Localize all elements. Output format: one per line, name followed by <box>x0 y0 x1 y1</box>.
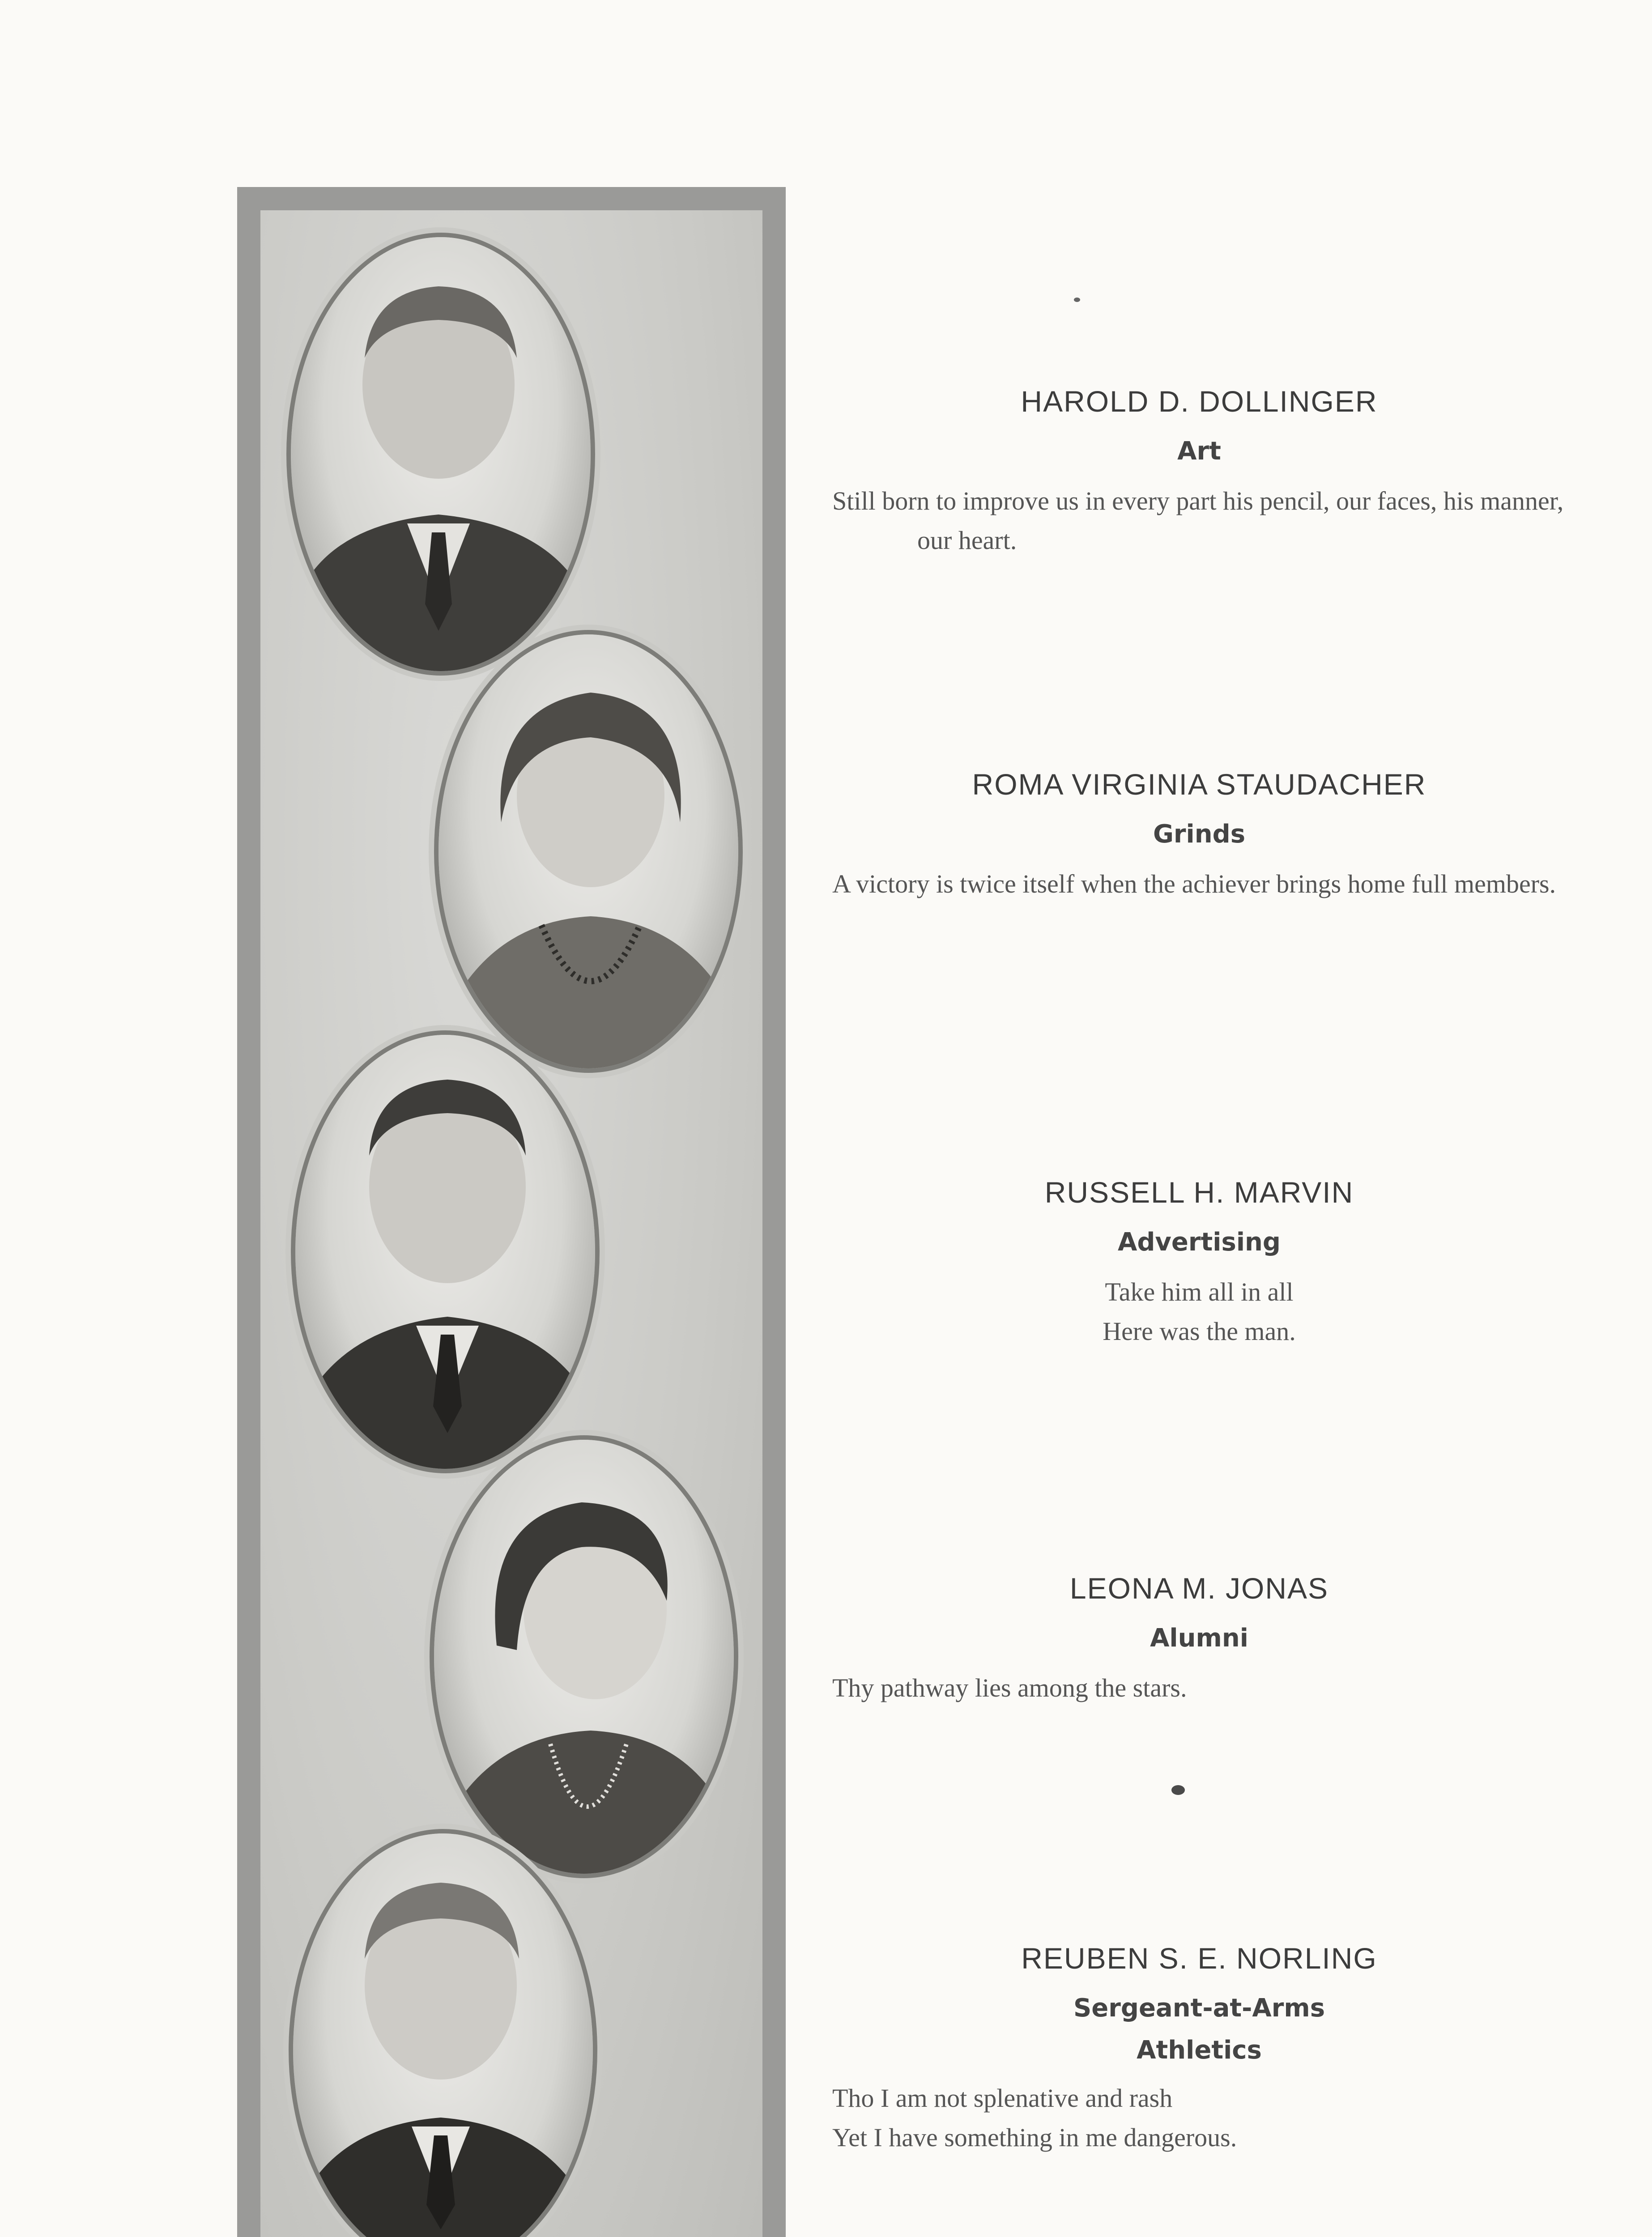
paper-speck <box>1074 298 1080 302</box>
entry-russell-marvin <box>832 1172 1566 1351</box>
entry-name: RUSSELL H. MARVIN <box>1044 1176 1354 1209</box>
portrait-russell-marvin <box>295 1035 595 1469</box>
entry-quote-line: Here was the man. <box>1103 1317 1296 1346</box>
entry-name: REUBEN S. E. NORLING <box>1021 1942 1377 1975</box>
entry-role: Athletics <box>1137 2036 1262 2065</box>
entry-quote-line: Yet I have something in me dangerous. <box>832 2123 1237 2152</box>
portrait-male-icon <box>295 1035 595 1469</box>
entry-quote <box>832 2079 1566 2157</box>
portrait-leona-jonas <box>434 1440 734 1874</box>
portrait-male-icon <box>291 237 591 671</box>
entry-role: Grinds <box>1153 820 1246 849</box>
entry-reuben-norling <box>832 1938 1566 2157</box>
entry-quote: Still born to improve us in every part his pencil, our faces, his manner, our heart. <box>832 486 1564 555</box>
entry-name: LEONA M. JONAS <box>1069 1572 1329 1605</box>
portrait-reuben-norling <box>293 1833 593 2237</box>
entry-harold-dollinger <box>832 381 1566 560</box>
portrait-female-icon <box>434 1440 734 1874</box>
portrait-female-icon <box>439 634 738 1068</box>
entry-role: Alumni <box>1150 1624 1248 1653</box>
photo-strip <box>237 187 786 2237</box>
entry-name: ROMA VIRGINIA STAUDACHER <box>972 768 1426 801</box>
entry-role: Art <box>1177 437 1221 466</box>
entry-leona-jonas <box>832 1568 1566 1708</box>
entry-roma-staudacher <box>832 764 1566 904</box>
portrait-roma-staudacher <box>439 634 738 1068</box>
portrait-harold-dollinger <box>291 237 591 671</box>
entry-quote-line: Tho I am not splenative and rash <box>832 2084 1173 2113</box>
entry-role: Advertising <box>1118 1228 1281 1257</box>
portrait-male-icon <box>293 1833 593 2237</box>
entry-name: HAROLD D. DOLLINGER <box>1021 385 1378 418</box>
entry-quote <box>832 1272 1566 1351</box>
entry-quote-line: Take him all in all <box>1105 1277 1294 1306</box>
entry-quote: A victory is twice itself when the achiever brings home full members. <box>832 869 1556 898</box>
entry-role: Sergeant-at-Arms <box>1073 1994 1325 2023</box>
paper-speck <box>1171 1785 1185 1795</box>
entry-quote: Thy pathway lies among the stars. <box>832 1673 1187 1702</box>
